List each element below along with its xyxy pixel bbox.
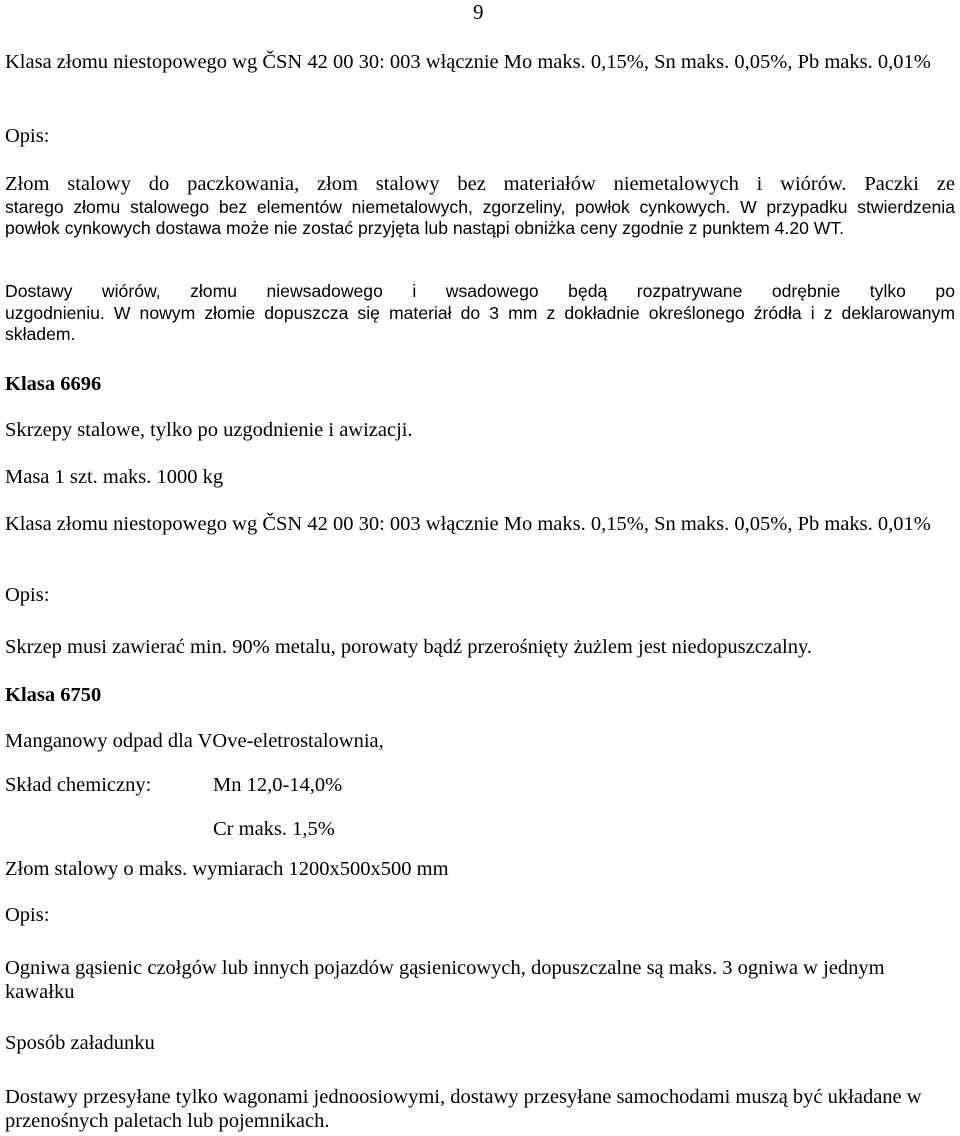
delivery-paragraph: Dostawy przesyłane tylko wagonami jednoosiowymi, dostawy przesyłane samochodami muszą być układane w przenośnych paletach lub pojemnikach. (5, 1086, 922, 1132)
manganese-paragraph: Manganowy odpad dla VOve-eletrostalownia, (5, 730, 384, 752)
steel-scrap-paragraph: Złom stalowy do paczkowania, złom stalowy bez materiałów niemetalowych i wiórów. Paczki ze (5, 173, 955, 195)
new-scrap-paragraph: uzgodnieniu. W nowym złomie dopuszcza się materiał do 3 mm z dokładnie określonego źródła i z deklarowanym składem. (5, 303, 955, 344)
dimensions-paragraph: Złom stalowy o maks. wymiarach 1200x500x500 mm (5, 858, 449, 880)
page-number: 9 (473, 0, 484, 24)
loading-method-heading: Sposób załadunku (5, 1032, 155, 1054)
skulls-paragraph: Skrzepy stalowe, tylko po uzgodnienie i awizacji. (5, 419, 413, 441)
class-6696-heading: Klasa 6696 (5, 373, 102, 395)
zinc-coating-paragraph: starego złomu stalowego bez elementów niemetalowych, zgorzeliny, powłok cynkowych. W przypadku stwierdzenia powłok cynkowych dostawa może nie zostać przyjęta lub nastąpi obniżka ceny zgodnie z punktem 4.20 WT. (5, 197, 955, 238)
composition-cr: Cr maks. 1,5% (213, 818, 335, 840)
scrap-class-paragraph: Klasa złomu niestopowego wg ČSN 42 00 30: 003 włącznie Mo maks. 0,15%, Sn maks. 0,05%, Pb maks. 0,01% (5, 51, 931, 73)
description-label: Opis: (5, 125, 50, 147)
chemical-composition-label: Skład chemiczny: (5, 774, 152, 796)
description-label-2: Opis: (5, 584, 50, 606)
mass-paragraph: Masa 1 szt. maks. 1000 kg (5, 466, 224, 488)
class-6750-heading: Klasa 6750 (5, 684, 102, 706)
chip-delivery-paragraph: Dostawy wiórów, złomu niewsadowego i wsadowego będą rozpatrywane odrębnie tylko po (5, 281, 955, 301)
skull-requirement-paragraph: Skrzep musi zawierać min. 90% metalu, porowaty bądź przerośnięty żużlem jest niedopuszczalny. (5, 636, 812, 658)
scrap-class-paragraph-2: Klasa złomu niestopowego wg ČSN 42 00 30: 003 włącznie Mo maks. 0,15%, Sn maks. 0,05%, Pb maks. 0,01% (5, 513, 931, 535)
track-links-paragraph: Ogniwa gąsienic czołgów lub innych pojazdów gąsienicowych, dopuszczalne są maks. 3 ogniwa w jednym kawałku (5, 957, 885, 1003)
description-label-3: Opis: (5, 904, 50, 926)
composition-mn: Mn 12,0-14,0% (213, 774, 343, 796)
